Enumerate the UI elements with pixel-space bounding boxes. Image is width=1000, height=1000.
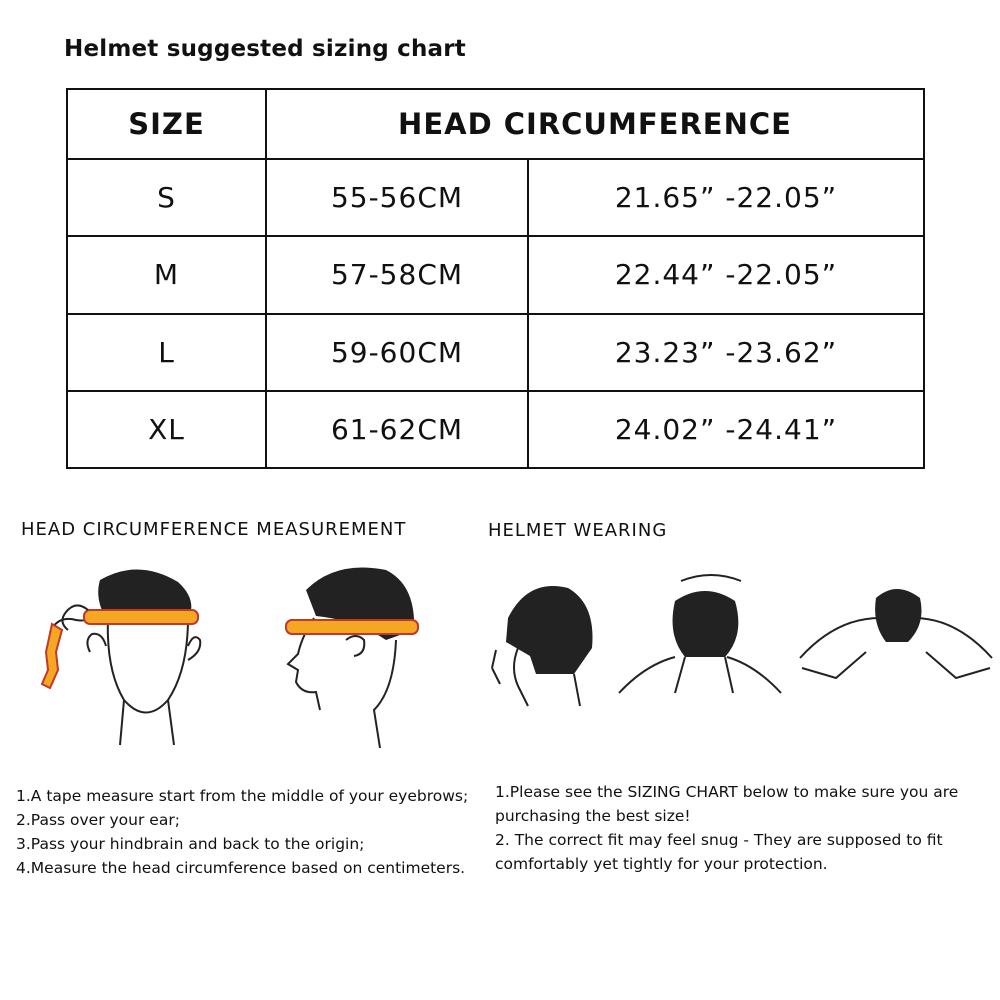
inch-cell: 21.65” -22.05”: [528, 159, 924, 236]
cm-cell: 61-62CM: [266, 391, 528, 468]
measurement-steps: [16, 784, 486, 880]
measurement-title: HEAD CIRCUMFERENCE MEASUREMENT: [21, 519, 407, 540]
inch-cell: 22.44” -22.05”: [528, 236, 924, 313]
cm-cell: 59-60CM: [266, 314, 528, 391]
circumference-header: HEAD CIRCUMFERENCE: [266, 89, 924, 159]
table-row: [67, 391, 924, 468]
chart-title: Helmet suggested sizing chart: [64, 36, 466, 62]
wearing-title: HELMET WEARING: [488, 520, 668, 541]
table-header-row: [67, 89, 924, 159]
size-cell: M: [67, 236, 266, 313]
helmet-adjust-illustration: [796, 568, 996, 713]
size-header: SIZE: [67, 89, 266, 159]
size-cell: XL: [67, 391, 266, 468]
measurement-step: 1.A tape measure start from the middle of your eyebrows;: [16, 787, 469, 805]
sizing-table: [66, 88, 925, 469]
inch-cell: 23.23” -23.62”: [528, 314, 924, 391]
measurement-step: 4.Measure the head circumference based on centimeters.: [16, 859, 466, 877]
helmet-top-illustration: [615, 565, 785, 710]
helmet-side-illustration: [488, 578, 598, 708]
cm-cell: 57-58CM: [266, 236, 528, 313]
wearing-note: 2. The correct fit may feel snug - They are supposed to fit comfortably yet tightly for your protection.: [495, 831, 943, 873]
cm-cell: 55-56CM: [266, 159, 528, 236]
measurement-step: 2.Pass over your ear;: [16, 811, 180, 829]
table-row: [67, 314, 924, 391]
size-cell: S: [67, 159, 266, 236]
side-head-measure-illustration: [276, 560, 426, 750]
table-row: [67, 236, 924, 313]
wearing-notes: [495, 780, 975, 876]
measurement-step: 3.Pass your hindbrain and back to the origin;: [16, 835, 365, 853]
wearing-note: 1.Please see the SIZING CHART below to make sure you are purchasing the best size!: [495, 783, 959, 825]
table-row: [67, 159, 924, 236]
inch-cell: 24.02” -24.41”: [528, 391, 924, 468]
front-head-measure-illustration: [28, 560, 218, 750]
size-cell: L: [67, 314, 266, 391]
